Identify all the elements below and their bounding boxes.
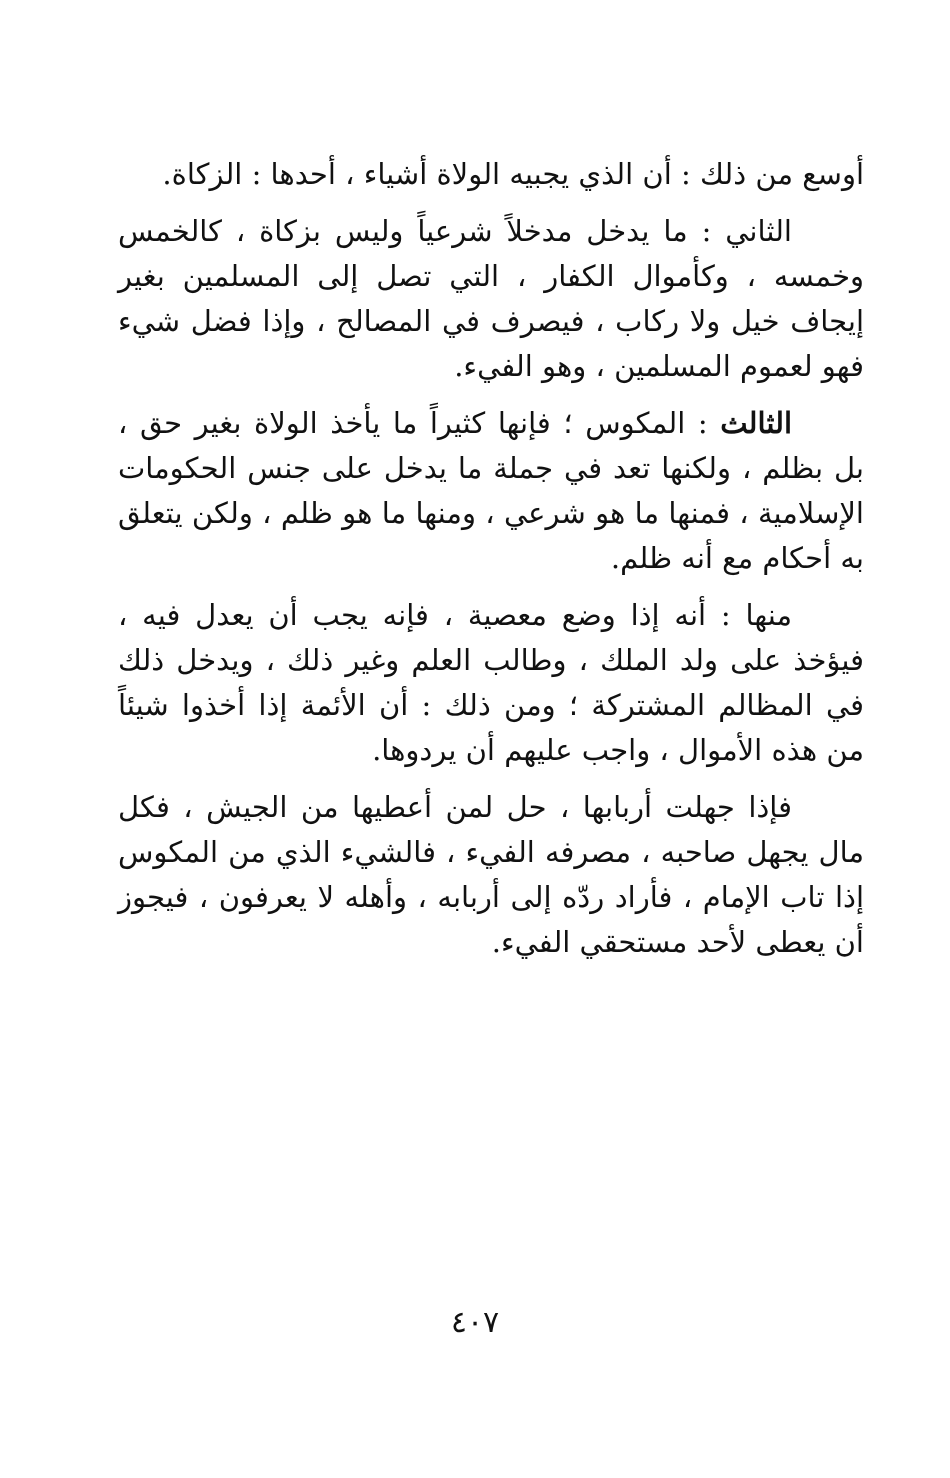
page-number: ٤٠٧ xyxy=(450,1305,500,1340)
paragraph-text: منها : أنه إذا وضع معصية ، فإنه يجب أن يعدل فيه ، فيؤخذ على ولد الملك ، وطالب العلم وغير ذلك ، ويدخل ذلك في المظالم المشتركة ؛ ومن ذلك : أن الأئمة إذا أخذوا شيئاً من هذه الأموال ، واجب عليهم أن يردوها. xyxy=(118,598,864,767)
body-text xyxy=(118,152,864,977)
paragraph-text: : المكوس ؛ فإنها كثيراً ما يأخذ الولاة بغير حق ، بل بظلم ، ولكنها تعد في جملة ما يدخل على جنس الحكومات الإسلامية ، فمنها ما هو شرعي ، ومنها ما هو ظلم ، ولكن يتعلق به أحكام مع أنه ظلم. xyxy=(118,406,864,575)
paragraph-text: أوسع من ذلك : أن الذي يجبيه الولاة أشياء ، أحدها : الزكاة. xyxy=(162,157,864,191)
paragraph-text: الثاني : ما يدخل مدخلاً شرعياً وليس بزكاة ، كالخمس وخمسه ، وكأموال الكفار ، التي تصل إلى المسلمين بغير إيجاف خيل ولا ركاب ، فيصرف في المصالح ، وإذا فضل شيء فهو لعموم المسلمين ، وهو الفيء. xyxy=(118,214,864,383)
paragraph-2 xyxy=(118,209,864,389)
paragraph-lead: الثالث xyxy=(720,406,792,440)
paragraph-text: فإذا جهلت أربابها ، حل لمن أعطيها من الجيش ، فكل مال يجهل صاحبه ، مصرفه الفيء ، فالشيء الذي من المكوس إذا تاب الإمام ، فأراد ردّه إلى أربابه ، وأهله لا يعرفون ، فيجوز أن يعطى لأحد مستحقي الفيء. xyxy=(118,790,865,959)
paragraph-4 xyxy=(118,593,864,773)
paragraph-5 xyxy=(118,785,864,965)
paragraph-3 xyxy=(118,401,864,581)
paragraph-1 xyxy=(118,152,864,197)
